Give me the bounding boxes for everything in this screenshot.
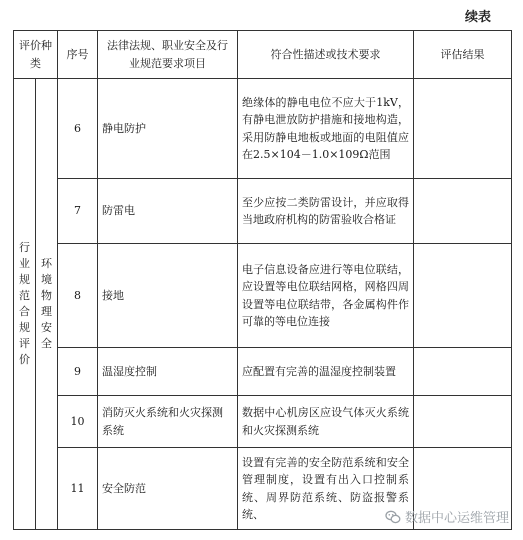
row-number: 7	[58, 179, 98, 244]
subcategory-text: 环境物理安全	[41, 257, 52, 350]
header-category: 评价种类	[14, 31, 58, 79]
row-item: 安全防范	[98, 448, 238, 530]
row-item: 温湿度控制	[98, 348, 238, 396]
table-row	[14, 348, 512, 396]
row-description: 设置有完善的安全防范系统和安全管理制度，设置有出入口控制系统、周界防范系统、防盗报警系统、	[238, 448, 414, 530]
row-item: 静电防护	[98, 79, 238, 179]
table-row	[14, 79, 512, 179]
header-description: 符合性描述或技术要求	[238, 31, 414, 79]
requirements-table	[13, 30, 512, 530]
row-result	[414, 179, 512, 244]
row-number: 8	[58, 244, 98, 348]
header-result: 评估结果	[414, 31, 512, 79]
row-description: 数据中心机房区应设气体灭火系统和火灾探测系统	[238, 396, 414, 448]
row-description: 电子信息设备应进行等电位联结，应设置等电位联结网格，网格四周设置等电位联结带，各金属构件作可靠的等电位连接	[238, 244, 414, 348]
row-result	[414, 79, 512, 179]
row-item: 防雷电	[98, 179, 238, 244]
header-number: 序号	[58, 31, 98, 79]
table-row	[14, 179, 512, 244]
row-result	[414, 396, 512, 448]
subcategory-cell	[36, 79, 58, 530]
row-description: 应配置有完善的温湿度控制装置	[238, 348, 414, 396]
header-requirement-item: 法律法规、职业安全及行业规范要求项目	[98, 31, 238, 79]
row-result	[414, 244, 512, 348]
table-row	[14, 396, 512, 448]
category-cell	[14, 79, 36, 530]
row-number: 10	[58, 396, 98, 448]
wechat-icon	[385, 509, 401, 525]
table-header-row	[14, 31, 512, 79]
row-number: 11	[58, 448, 98, 530]
watermark-text: 数据中心运维管理	[404, 511, 509, 526]
row-number: 9	[58, 348, 98, 396]
row-item: 接地	[98, 244, 238, 348]
row-description: 至少应按二类防雷设计，并应取得当地政府机构的防雷验收合格证	[238, 179, 414, 244]
row-result	[414, 348, 512, 396]
row-description: 绝缘体的静电电位不应大于1kV，有静电泄放防护措施和接地构造，采用防静电地板或地面的电阻值应在2.5×104－1.0×109Ω范围	[238, 79, 414, 179]
table-row	[14, 244, 512, 348]
row-number: 6	[58, 79, 98, 179]
continued-label: 续表	[464, 10, 491, 25]
watermark	[385, 507, 509, 526]
category-text: 行业规范合规评价	[19, 241, 30, 366]
row-item: 消防灭火系统和火灾探测系统	[98, 396, 238, 448]
